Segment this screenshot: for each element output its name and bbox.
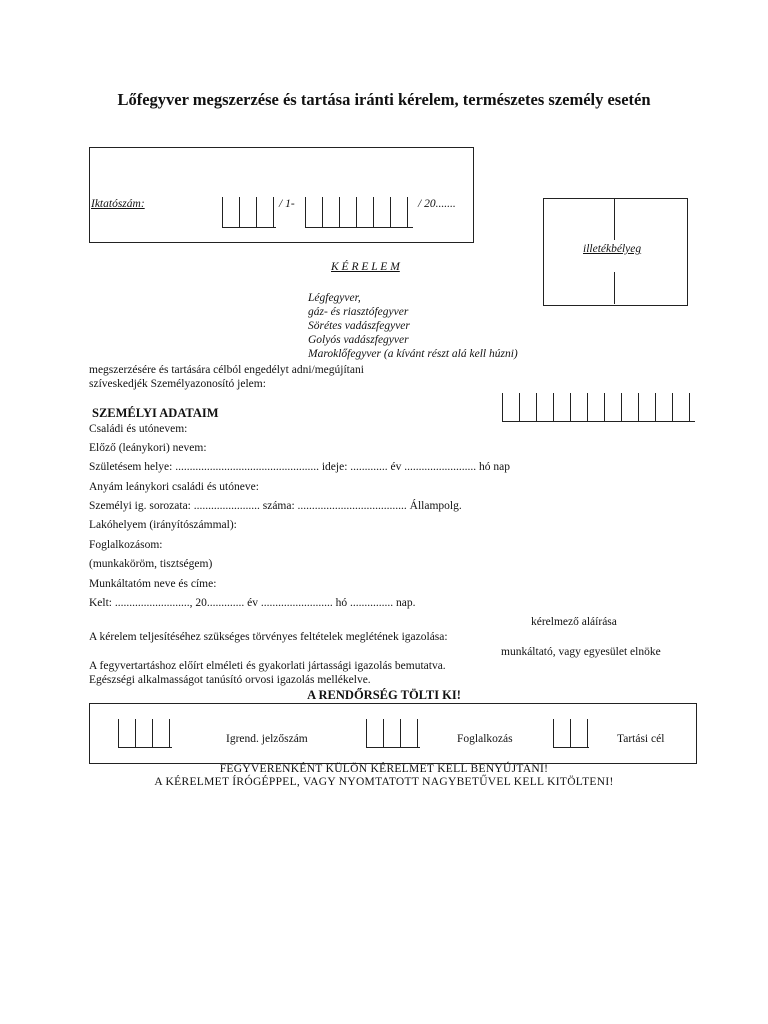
weapon-type-3: Sörétes vadászfegyver: [308, 320, 410, 332]
health-text: Egészségi alkalmasságot tanúsító orvosi igazolás mellékelve.: [89, 674, 371, 686]
registry-separator-1: / 1-: [279, 198, 295, 210]
police-code-label: Igrend. jelzőszám: [226, 733, 308, 745]
police-purpose-label: Tartási cél: [617, 733, 665, 745]
page-title: Lőfegyver megszerzése és tartása iránti kérelem, természetes személy esetén: [117, 90, 651, 109]
field-id-card: Személyi ig. sorozata: ....................... száma: ...................................... Állampolg.: [89, 500, 462, 512]
field-date: Kelt: .........................., 20............. év ......................... hó ............... nap.: [89, 597, 416, 609]
weapon-type-1: Légfegyver,: [308, 292, 361, 304]
field-job: Foglalkozásom:: [89, 539, 163, 551]
field-name: Családi és utónevem:: [89, 423, 188, 435]
field-prev-name: Előző (leánykori) nevem:: [89, 442, 207, 454]
request-text-2: szíveskedjék Személyazonosító jelem:: [89, 378, 266, 390]
notice-1: FEGYVERENKÉNT KÜLÖN KÉRELMET KELL BENYÚJTANI!: [219, 763, 549, 775]
field-address: Lakóhelyem (irányítószámmal):: [89, 519, 237, 531]
police-occupation-cells: [366, 719, 420, 748]
id-number-cells: [502, 393, 695, 422]
stamp-label: illetékbélyeg: [583, 243, 642, 255]
registry-box: [89, 147, 474, 243]
stamp-divider-bottom: [614, 272, 615, 304]
field-birth: Születésem helye: .................................................. ideje: ............. év ......................... hó nap: [89, 461, 510, 473]
stamp-divider-top: [614, 198, 615, 240]
personal-heading: SZEMÉLYI ADATAIM: [92, 406, 219, 420]
weapon-type-5: Maroklőfegyver (a kívánt részt alá kell húzni): [308, 348, 518, 360]
registry-label: Iktatószám:: [91, 198, 145, 210]
weapon-type-2: gáz- és riasztófegyver: [308, 306, 409, 318]
employer-signature-label: munkáltató, vagy egyesület elnöke: [501, 646, 661, 658]
police-code-cells: [118, 719, 172, 748]
registry-cells-1: [222, 197, 276, 228]
field-employer: Munkáltatóm neve és címe:: [89, 578, 217, 590]
registry-cells-2: [305, 197, 413, 228]
police-purpose-cells: [553, 719, 589, 748]
registry-separator-2: / 20.......: [418, 198, 456, 210]
notice-2: A KÉRELMET ÍRÓGÉPPEL, VAGY NYOMTATOTT NAGYBETŰVEL KELL KITÖLTENI!: [154, 776, 614, 788]
field-job-detail: (munkaköröm, tisztségem): [89, 558, 213, 570]
field-mother: Anyám leánykori családi és utóneve:: [89, 481, 259, 493]
signature-label: kérelmező aláírása: [531, 616, 617, 628]
training-text: A fegyvertartáshoz előírt elméleti és gyakorlati jártassági igazolás bemutatva.: [89, 660, 446, 672]
weapon-type-4: Golyós vadászfegyver: [308, 334, 409, 346]
request-text-1: megszerzésére és tartására célból engedélyt adni/megújítani: [89, 364, 364, 376]
conditions-text: A kérelem teljesítéséhez szükséges törvényes feltételek meglétének igazolása:: [89, 631, 448, 643]
police-occupation-label: Foglalkozás: [457, 733, 513, 745]
police-heading: A RENDŐRSÉG TÖLTI KI!: [307, 688, 461, 702]
request-heading: K É R E L E M: [331, 261, 400, 273]
